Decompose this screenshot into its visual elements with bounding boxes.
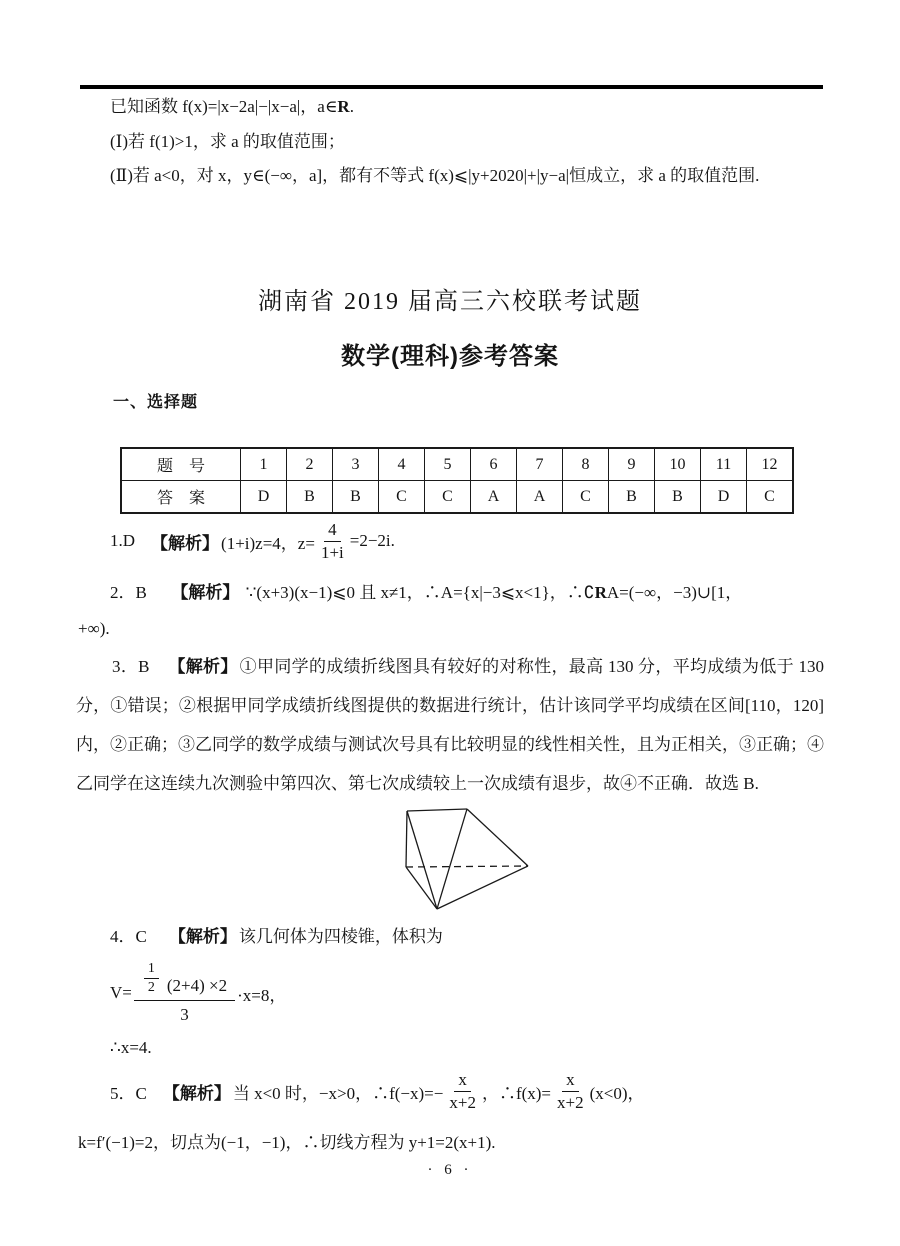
table-cell: B [287,481,333,514]
q2-analysis-tag: 【解析】 [171,583,240,602]
pyramid-edge [407,811,437,909]
problem-part1: (Ⅰ)若 f(1)>1，求 a 的取值范围； [110,132,345,151]
table-cell: 3 [333,448,379,481]
answer-table [120,447,794,514]
q2-complement-subscript: R [594,583,607,602]
table-cell: D [241,481,287,514]
q1-label: 1.D [110,531,136,550]
q3-label: 3．B [112,657,150,676]
pyramid-edge [437,809,467,909]
table-cell: C [425,481,471,514]
q1-math-pre: (1+i)z=4，z= [221,533,315,553]
q4-formula-lhs: V= [110,983,132,1002]
solution-q4 [110,922,443,947]
table-cell: C [563,481,609,514]
numerator-expression: (2+4) ×2 [166,976,228,996]
table-cell: D [701,481,747,514]
fraction-denominator: x+2 [557,1092,584,1112]
solution-q5 [110,1066,645,1116]
problem-intro-period: . [349,97,354,116]
page-number: · 6 · [427,1162,473,1178]
table-cell: 2 [287,448,333,481]
q5-math-mid: ，∴f(x)= [481,1083,552,1103]
fraction-numerator: 4 [324,520,341,542]
q5-math-pre: 当 x<0 时，−x>0，∴f(−x)=− [232,1083,444,1103]
table-cell: C [379,481,425,514]
table-row-numbers [121,448,793,481]
q1-fraction [317,520,348,562]
q4-volume-formula [110,952,286,1034]
problem-part2: (Ⅱ)若 a<0，对 x，y∈(−∞，a]，都有不等式 f(x)⩽|y+2020|+|y−a|恒成立，求 a 的取值范围. [110,166,760,185]
table-cell: C [747,481,794,514]
table-cell: B [333,481,379,514]
solution-q3 [76,647,824,803]
pyramid-edge [406,867,437,909]
row-label-number: 题 号 [121,448,241,481]
half-fraction [144,961,159,996]
pyramid-edge [467,809,528,866]
table-cell: 5 [425,448,471,481]
big-fraction-numerator [134,961,235,1001]
pyramid-edge [407,809,467,811]
fraction-denominator: x+2 [449,1092,476,1112]
q3-text: ①甲同学的成绩折线图具有较好的对称性，最高 130 分，平均成绩为低于 130 分，①错误；②根据甲同学成绩折线图提供的数据进行统计，估计该同学平均成绩在区间[110，120]内，②正确；③乙同学的数学成绩与测试次号具有比较明显的线性相关性，且为正相关，③正确；④乙同学在这连续九次测验中第四次、第七次成绩较上一次成绩有退步，故④不正确．故选 B. [76,657,825,793]
q1-math-post: =2−2i. [349,531,395,550]
q1-analysis-tag: 【解析】 [151,533,220,553]
table-cell: 4 [379,448,425,481]
table-cell: 6 [471,448,517,481]
q4-label: 4．C [110,927,147,946]
q2-math-part1: ∵(x+3)(x−1)⩽0 且 x≠1，∴A={x|−3⩽x<1}，∴∁ [245,583,595,602]
solution-q2-continuation: +∞). [78,619,110,638]
q2-math-part2: A=(−∞，−3)∪[1， [606,583,743,602]
q4-formula-rhs: ·x=8， [237,985,287,1005]
page-subtitle: 数学(理科)参考答案 [341,343,559,370]
table-cell: 12 [747,448,794,481]
section-heading: 一、选择题 [113,394,199,411]
problem-intro-text: 已知函数 f(x)=|x−2a|−|x−a|，a∈ [110,97,338,116]
q4-big-fraction [134,961,235,1025]
q5-math-post: (x<0)， [589,1083,645,1103]
table-cell: B [609,481,655,514]
page-title: 湖南省 2019 届高三六校联考试题 [258,289,642,315]
real-set-symbol: R [337,97,350,116]
q4-analysis-tag: 【解析】 [168,927,237,946]
q5-fraction-1 [445,1070,480,1112]
pyramid-figure [395,800,537,915]
q5-label: 5．C [110,1083,147,1103]
fraction-denominator: 2 [147,980,155,995]
table-cell: 9 [609,448,655,481]
fraction-numerator: x [562,1070,579,1092]
q2-label: 2．B [110,583,147,602]
top-divider-rule [80,85,823,89]
pyramid-edge [437,866,528,909]
table-cell: A [517,481,563,514]
problem-intro [110,92,354,117]
solution-q1 [110,518,395,564]
q5-analysis-tag: 【解析】 [162,1083,231,1103]
q4-conclusion: ∴x=4. [110,1038,152,1057]
pyramid-edge [406,811,407,867]
table-cell: 8 [563,448,609,481]
big-fraction-denominator: 3 [180,1005,189,1025]
table-cell: 1 [241,448,287,481]
table-cell: B [655,481,701,514]
q4-text: 该几何体为四棱锥，体积为 [238,927,443,946]
table-cell: 11 [701,448,747,481]
q3-analysis-tag: 【解析】 [168,657,238,676]
row-label-answer: 答 案 [121,481,241,514]
table-cell: A [471,481,517,514]
table-row-answers [121,481,793,514]
fraction-numerator: x [454,1070,471,1092]
table-cell: 7 [517,448,563,481]
solution-q2 [110,578,742,603]
table-cell: 10 [655,448,701,481]
fraction-denominator: 1+i [320,542,344,562]
fraction-numerator: 1 [144,961,159,979]
solution-q5-line2: k=f′(−1)=2，切点为(−1，−1)，∴切线方程为 y+1=2(x+1). [78,1133,496,1152]
q5-fraction-2 [553,1070,588,1112]
